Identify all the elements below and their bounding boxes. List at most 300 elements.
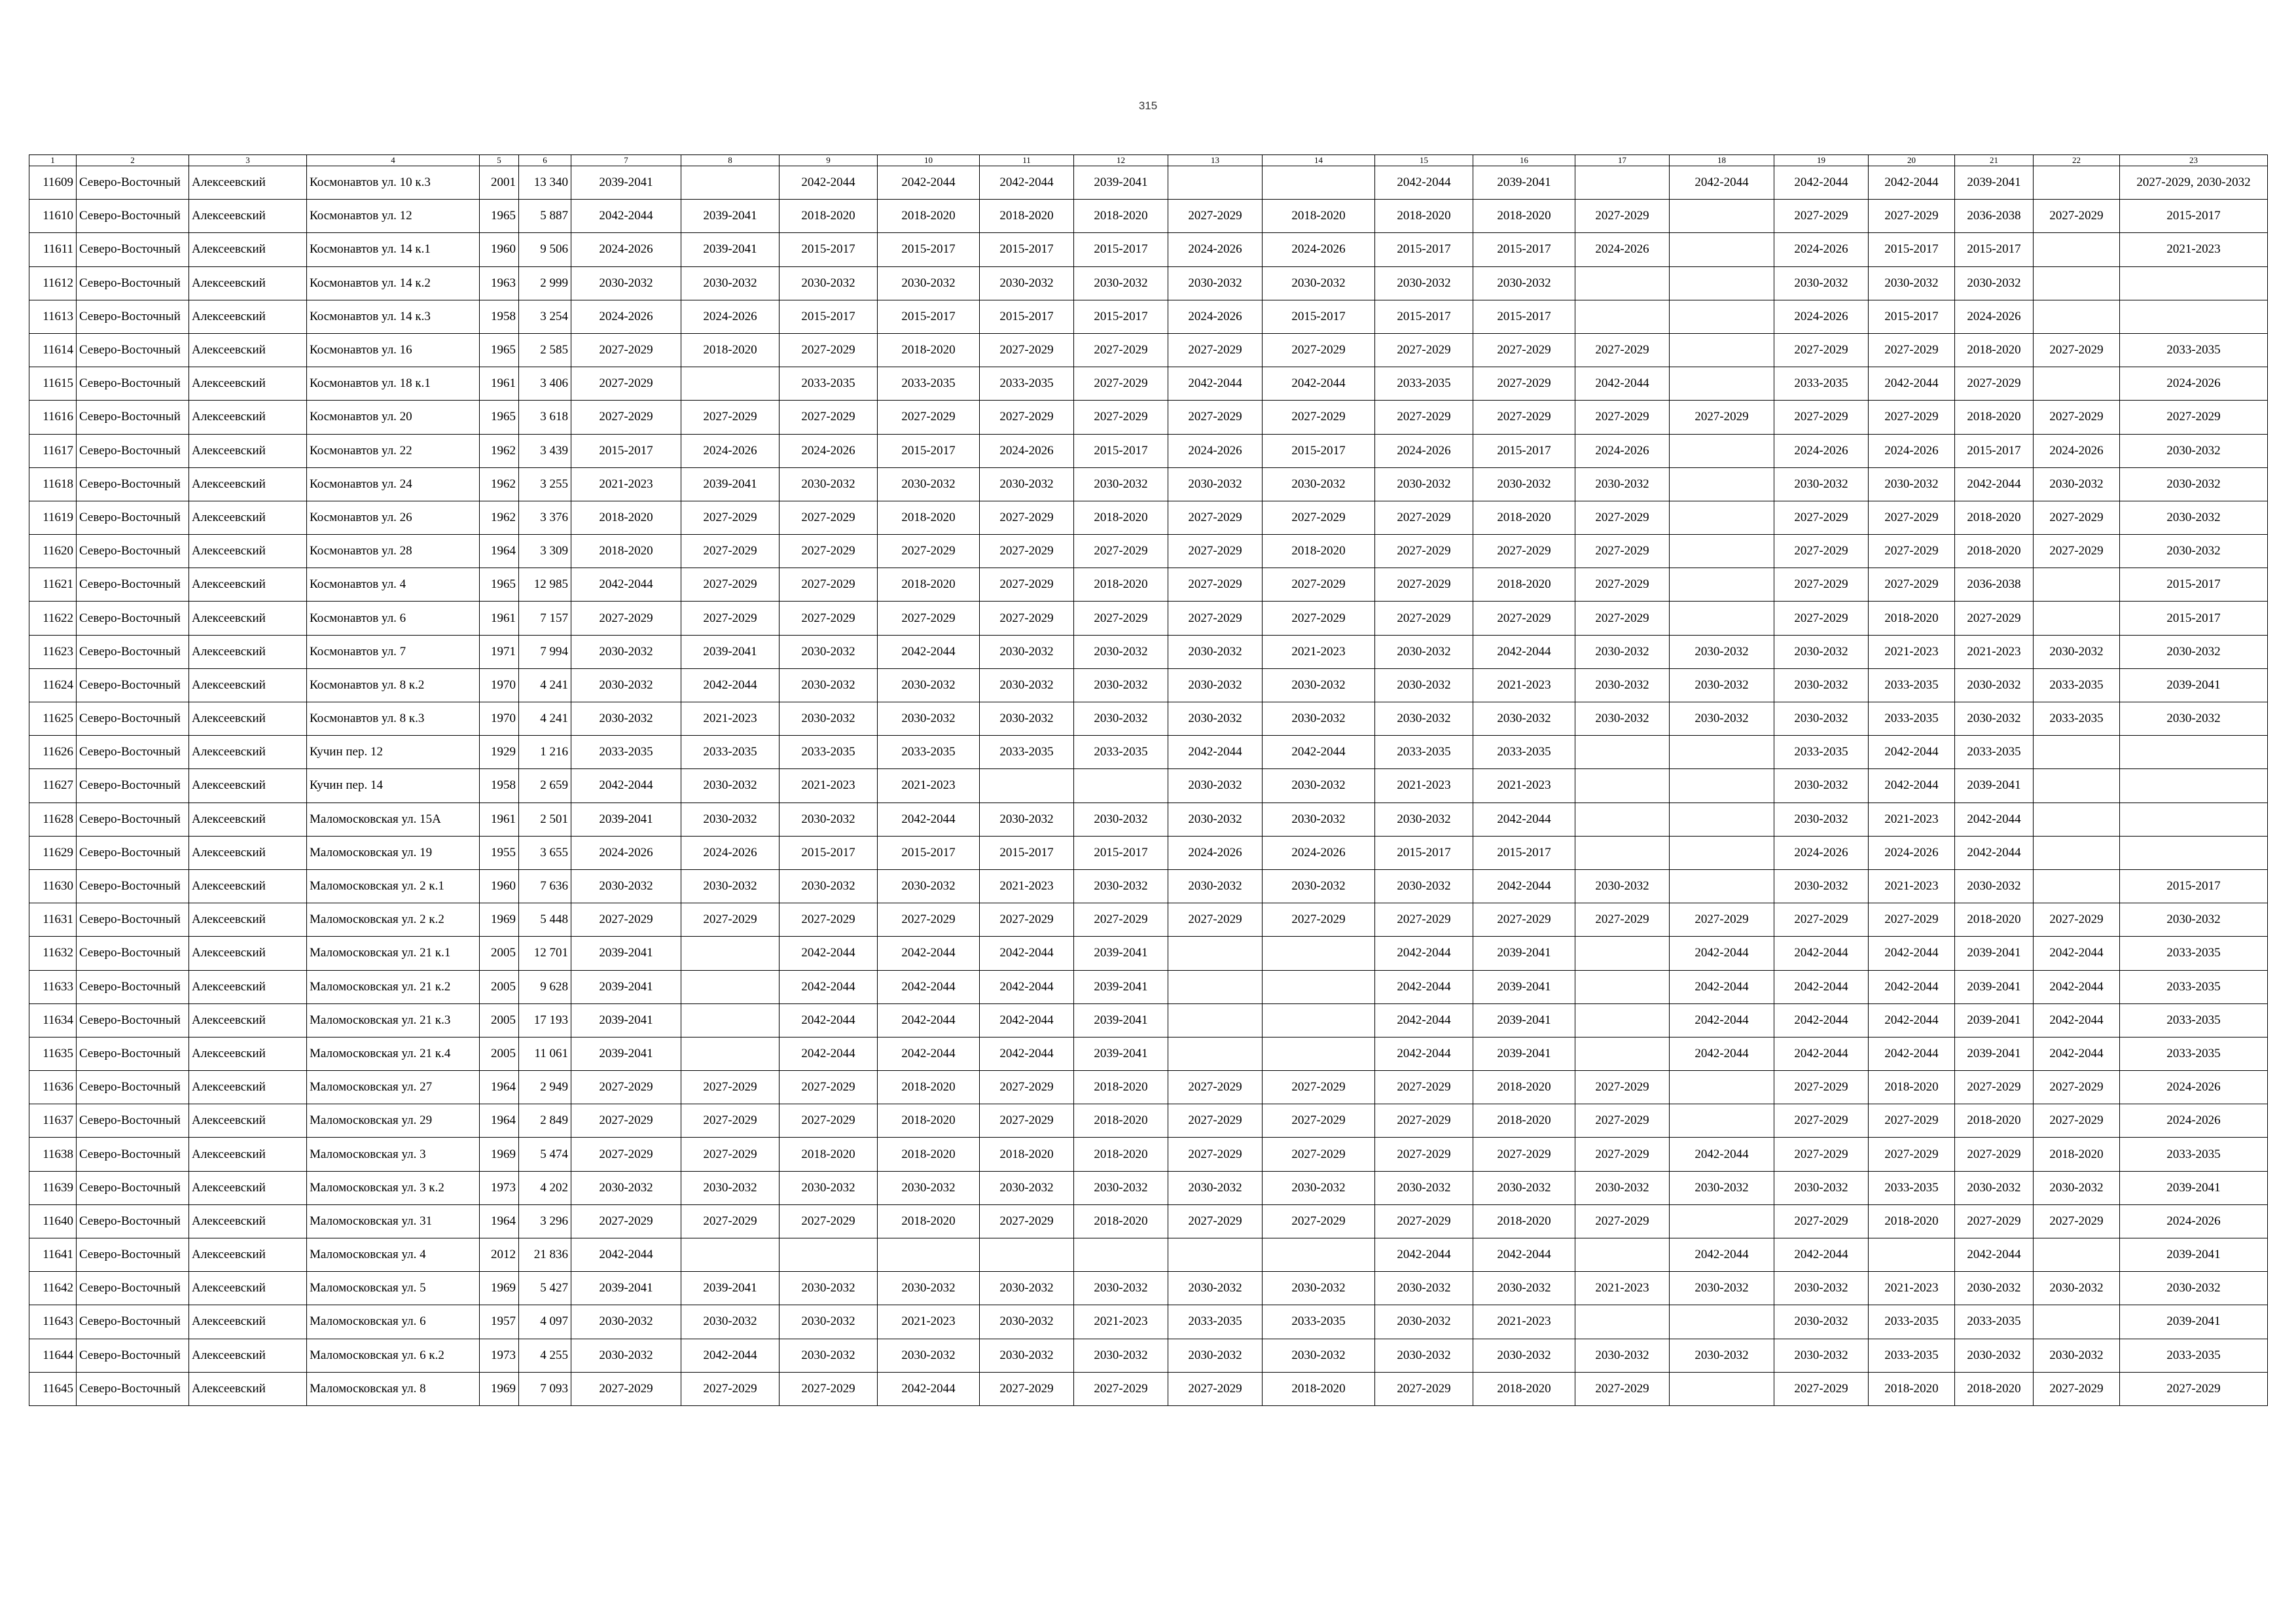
work-period-7-cell: 2039-2041 (571, 803, 681, 836)
table-row (29, 535, 2268, 568)
work-period-15-cell: 2027-2029 (1375, 501, 1473, 534)
work-period-8-cell: 2027-2029 (681, 501, 780, 534)
work-period-19-cell: 2042-2044 (1774, 937, 1869, 970)
table-row (29, 300, 2268, 333)
work-period-22-cell: 2030-2032 (2034, 1339, 2120, 1372)
work-period-22-cell: 2042-2044 (2034, 970, 2120, 1003)
work-period-19-cell: 2027-2029 (1774, 602, 1869, 635)
municipal-area-cell: Алексеевский (189, 333, 307, 367)
address-cell: Космонавтов ул. 18 к.1 (307, 367, 480, 401)
work-period-19-cell: 2027-2029 (1774, 401, 1869, 434)
work-period-9-cell: 2027-2029 (780, 1104, 878, 1138)
work-period-9-cell: 2015-2017 (780, 836, 878, 869)
work-period-20-cell: 2042-2044 (1869, 1037, 1955, 1070)
work-period-22-cell (2034, 233, 2120, 266)
work-period-21-cell: 2036-2038 (1955, 200, 2034, 233)
build-year-cell: 1973 (480, 1171, 519, 1204)
municipal-area-cell: Алексеевский (189, 300, 307, 333)
work-period-21-cell: 2018-2020 (1955, 1372, 2034, 1405)
work-period-22-cell (2034, 568, 2120, 602)
work-period-8-cell: 2027-2029 (681, 1138, 780, 1171)
work-period-7-cell: 2027-2029 (571, 1204, 681, 1238)
table-row (29, 836, 2268, 869)
work-period-8-cell (681, 367, 780, 401)
build-year-cell: 1965 (480, 568, 519, 602)
work-period-17-cell (1575, 266, 1670, 300)
area-cell: 2 659 (519, 769, 571, 803)
work-period-11-cell: 2030-2032 (980, 1305, 1074, 1339)
work-period-8-cell: 2030-2032 (681, 769, 780, 803)
work-period-21-cell: 2039-2041 (1955, 970, 2034, 1003)
area-cell: 13 340 (519, 166, 571, 200)
municipal-area-cell: Алексеевский (189, 1071, 307, 1104)
work-period-15-cell: 2030-2032 (1375, 635, 1473, 668)
work-period-22-cell (2034, 1238, 2120, 1272)
work-period-21-cell: 2033-2035 (1955, 736, 2034, 769)
work-period-16-cell: 2027-2029 (1473, 602, 1575, 635)
work-period-15-cell: 2021-2023 (1375, 769, 1473, 803)
work-period-15-cell: 2042-2044 (1375, 1238, 1473, 1272)
work-period-7-cell: 2027-2029 (571, 401, 681, 434)
record-number-cell: 11636 (29, 1071, 77, 1104)
work-period-22-cell: 2018-2020 (2034, 1138, 2120, 1171)
work-period-22-cell (2034, 1305, 2120, 1339)
build-year-cell: 1969 (480, 903, 519, 937)
work-period-17-cell (1575, 300, 1670, 333)
work-period-12-cell: 2030-2032 (1074, 1339, 1168, 1372)
work-period-19-cell: 2030-2032 (1774, 869, 1869, 903)
work-period-12-cell: 2018-2020 (1074, 1204, 1168, 1238)
work-period-13-cell: 2042-2044 (1168, 736, 1263, 769)
work-period-13-cell: 2030-2032 (1168, 769, 1263, 803)
district-cell: Северо-Восточный (77, 467, 189, 501)
column-header-18: 18 (1670, 155, 1774, 166)
housing-repair-schedule-table (29, 154, 2268, 1406)
municipal-area-cell: Алексеевский (189, 803, 307, 836)
work-period-7-cell: 2042-2044 (571, 1238, 681, 1272)
work-period-15-cell: 2030-2032 (1375, 467, 1473, 501)
work-period-9-cell: 2027-2029 (780, 535, 878, 568)
address-cell: Космонавтов ул. 8 к.3 (307, 702, 480, 736)
area-cell: 5 448 (519, 903, 571, 937)
table-row (29, 803, 2268, 836)
district-cell: Северо-Восточный (77, 970, 189, 1003)
work-period-9-cell: 2015-2017 (780, 300, 878, 333)
work-period-10-cell: 2021-2023 (878, 1305, 980, 1339)
work-period-14-cell: 2030-2032 (1263, 266, 1375, 300)
address-cell: Маломосковская ул. 21 к.2 (307, 970, 480, 1003)
district-cell: Северо-Восточный (77, 769, 189, 803)
area-cell: 11 061 (519, 1037, 571, 1070)
work-period-16-cell: 2015-2017 (1473, 233, 1575, 266)
district-cell: Северо-Восточный (77, 1104, 189, 1138)
work-period-23-cell: 2039-2041 (2120, 1171, 2268, 1204)
district-cell: Северо-Восточный (77, 434, 189, 467)
work-period-11-cell: 2042-2044 (980, 1037, 1074, 1070)
work-period-8-cell: 2024-2026 (681, 836, 780, 869)
work-period-21-cell: 2018-2020 (1955, 333, 2034, 367)
build-year-cell: 1969 (480, 1138, 519, 1171)
work-period-15-cell: 2030-2032 (1375, 1305, 1473, 1339)
municipal-area-cell: Алексеевский (189, 1171, 307, 1204)
table-row (29, 1204, 2268, 1238)
work-period-16-cell: 2030-2032 (1473, 266, 1575, 300)
address-cell: Космонавтов ул. 26 (307, 501, 480, 534)
district-cell: Северо-Восточный (77, 869, 189, 903)
build-year-cell: 1957 (480, 1305, 519, 1339)
work-period-8-cell (681, 970, 780, 1003)
record-number-cell: 11629 (29, 836, 77, 869)
work-period-19-cell: 2024-2026 (1774, 836, 1869, 869)
work-period-9-cell: 2030-2032 (780, 803, 878, 836)
area-cell: 2 849 (519, 1104, 571, 1138)
address-cell: Маломосковская ул. 27 (307, 1071, 480, 1104)
work-period-13-cell: 2027-2029 (1168, 535, 1263, 568)
work-period-18-cell: 2030-2032 (1670, 1272, 1774, 1305)
work-period-23-cell: 2030-2032 (2120, 1272, 2268, 1305)
address-cell: Маломосковская ул. 21 к.1 (307, 937, 480, 970)
district-cell: Северо-Восточный (77, 200, 189, 233)
table-row (29, 937, 2268, 970)
address-cell: Маломосковская ул. 21 к.3 (307, 1003, 480, 1037)
address-cell: Космонавтов ул. 4 (307, 568, 480, 602)
work-period-22-cell (2034, 803, 2120, 836)
work-period-8-cell: 2021-2023 (681, 702, 780, 736)
work-period-8-cell: 2042-2044 (681, 668, 780, 702)
address-cell: Космонавтов ул. 16 (307, 333, 480, 367)
district-cell: Северо-Восточный (77, 1171, 189, 1204)
work-period-15-cell: 2042-2044 (1375, 970, 1473, 1003)
work-period-19-cell: 2042-2044 (1774, 166, 1869, 200)
work-period-16-cell: 2039-2041 (1473, 1003, 1575, 1037)
work-period-19-cell: 2027-2029 (1774, 535, 1869, 568)
column-header-9: 9 (780, 155, 878, 166)
work-period-13-cell: 2030-2032 (1168, 803, 1263, 836)
district-cell: Северо-Восточный (77, 602, 189, 635)
address-cell: Космонавтов ул. 20 (307, 401, 480, 434)
work-period-9-cell: 2030-2032 (780, 635, 878, 668)
work-period-20-cell: 2030-2032 (1869, 266, 1955, 300)
work-period-10-cell (878, 1238, 980, 1272)
district-cell: Северо-Восточный (77, 1238, 189, 1272)
work-period-11-cell: 2024-2026 (980, 434, 1074, 467)
work-period-21-cell: 2030-2032 (1955, 1171, 2034, 1204)
work-period-22-cell: 2030-2032 (2034, 635, 2120, 668)
work-period-17-cell (1575, 803, 1670, 836)
work-period-17-cell: 2027-2029 (1575, 1372, 1670, 1405)
area-cell: 3 618 (519, 401, 571, 434)
build-year-cell: 1973 (480, 1339, 519, 1372)
municipal-area-cell: Алексеевский (189, 1372, 307, 1405)
work-period-10-cell: 2030-2032 (878, 266, 980, 300)
work-period-13-cell: 2030-2032 (1168, 869, 1263, 903)
work-period-10-cell: 2030-2032 (878, 702, 980, 736)
work-period-16-cell: 2042-2044 (1473, 635, 1575, 668)
work-period-18-cell (1670, 333, 1774, 367)
record-number-cell: 11615 (29, 367, 77, 401)
work-period-23-cell: 2030-2032 (2120, 434, 2268, 467)
work-period-20-cell: 2021-2023 (1869, 869, 1955, 903)
district-cell: Северо-Восточный (77, 702, 189, 736)
table-row (29, 200, 2268, 233)
record-number-cell: 11609 (29, 166, 77, 200)
work-period-22-cell (2034, 166, 2120, 200)
work-period-17-cell (1575, 1305, 1670, 1339)
work-period-13-cell: 2030-2032 (1168, 1171, 1263, 1204)
record-number-cell: 11610 (29, 200, 77, 233)
column-header-15: 15 (1375, 155, 1473, 166)
work-period-22-cell: 2027-2029 (2034, 1071, 2120, 1104)
district-cell: Северо-Восточный (77, 1339, 189, 1372)
build-year-cell: 1964 (480, 535, 519, 568)
work-period-8-cell: 2027-2029 (681, 1071, 780, 1104)
table-row (29, 333, 2268, 367)
work-period-14-cell: 2027-2029 (1263, 401, 1375, 434)
address-cell: Маломосковская ул. 6 к.2 (307, 1339, 480, 1372)
work-period-9-cell: 2021-2023 (780, 769, 878, 803)
district-cell: Северо-Восточный (77, 635, 189, 668)
work-period-16-cell: 2018-2020 (1473, 1104, 1575, 1138)
work-period-14-cell (1263, 166, 1375, 200)
build-year-cell: 1961 (480, 602, 519, 635)
table-row (29, 1138, 2268, 1171)
work-period-22-cell: 2030-2032 (2034, 467, 2120, 501)
work-period-16-cell: 2039-2041 (1473, 937, 1575, 970)
work-period-18-cell (1670, 434, 1774, 467)
build-year-cell: 2012 (480, 1238, 519, 1272)
work-period-7-cell: 2030-2032 (571, 635, 681, 668)
work-period-23-cell: 2033-2035 (2120, 1037, 2268, 1070)
work-period-7-cell: 2039-2041 (571, 166, 681, 200)
work-period-12-cell: 2027-2029 (1074, 602, 1168, 635)
work-period-7-cell: 2024-2026 (571, 300, 681, 333)
record-number-cell: 11618 (29, 467, 77, 501)
work-period-23-cell: 2024-2026 (2120, 1104, 2268, 1138)
area-cell: 3 309 (519, 535, 571, 568)
work-period-22-cell (2034, 602, 2120, 635)
work-period-10-cell: 2030-2032 (878, 467, 980, 501)
work-period-18-cell (1670, 367, 1774, 401)
work-period-14-cell: 2030-2032 (1263, 1171, 1375, 1204)
municipal-area-cell: Алексеевский (189, 602, 307, 635)
work-period-16-cell: 2030-2032 (1473, 1171, 1575, 1204)
work-period-20-cell: 2027-2029 (1869, 1104, 1955, 1138)
work-period-9-cell: 2027-2029 (780, 501, 878, 534)
work-period-18-cell (1670, 568, 1774, 602)
work-period-12-cell: 2033-2035 (1074, 736, 1168, 769)
work-period-8-cell: 2030-2032 (681, 1305, 780, 1339)
work-period-18-cell (1670, 602, 1774, 635)
work-period-13-cell: 2027-2029 (1168, 602, 1263, 635)
work-period-20-cell: 2042-2044 (1869, 166, 1955, 200)
work-period-22-cell: 2027-2029 (2034, 1204, 2120, 1238)
work-period-22-cell: 2027-2029 (2034, 501, 2120, 534)
record-number-cell: 11637 (29, 1104, 77, 1138)
work-period-19-cell: 2042-2044 (1774, 1238, 1869, 1272)
address-cell: Космонавтов ул. 22 (307, 434, 480, 467)
work-period-21-cell: 2039-2041 (1955, 937, 2034, 970)
work-period-11-cell: 2042-2044 (980, 1003, 1074, 1037)
work-period-12-cell: 2015-2017 (1074, 434, 1168, 467)
work-period-19-cell: 2042-2044 (1774, 1003, 1869, 1037)
work-period-8-cell (681, 1037, 780, 1070)
record-number-cell: 11632 (29, 937, 77, 970)
work-period-20-cell: 2027-2029 (1869, 1138, 1955, 1171)
build-year-cell: 1962 (480, 434, 519, 467)
work-period-19-cell: 2027-2029 (1774, 200, 1869, 233)
work-period-19-cell: 2027-2029 (1774, 1204, 1869, 1238)
work-period-14-cell: 2027-2029 (1263, 1204, 1375, 1238)
work-period-17-cell: 2030-2032 (1575, 1339, 1670, 1372)
work-period-14-cell: 2042-2044 (1263, 736, 1375, 769)
work-period-12-cell: 2039-2041 (1074, 1003, 1168, 1037)
work-period-14-cell: 2027-2029 (1263, 602, 1375, 635)
work-period-11-cell (980, 1238, 1074, 1272)
work-period-17-cell: 2030-2032 (1575, 668, 1670, 702)
build-year-cell: 1969 (480, 1372, 519, 1405)
work-period-9-cell: 2027-2029 (780, 1372, 878, 1405)
work-period-9-cell: 2027-2029 (780, 1204, 878, 1238)
work-period-13-cell: 2027-2029 (1168, 333, 1263, 367)
work-period-9-cell: 2030-2032 (780, 702, 878, 736)
work-period-20-cell: 2027-2029 (1869, 568, 1955, 602)
work-period-16-cell: 2018-2020 (1473, 568, 1575, 602)
work-period-18-cell: 2042-2044 (1670, 970, 1774, 1003)
work-period-7-cell: 2024-2026 (571, 836, 681, 869)
work-period-9-cell: 2027-2029 (780, 602, 878, 635)
municipal-area-cell: Алексеевский (189, 434, 307, 467)
record-number-cell: 11627 (29, 769, 77, 803)
municipal-area-cell: Алексеевский (189, 1037, 307, 1070)
municipal-area-cell: Алексеевский (189, 1305, 307, 1339)
work-period-14-cell: 2027-2029 (1263, 501, 1375, 534)
district-cell: Северо-Восточный (77, 1272, 189, 1305)
work-period-11-cell: 2042-2044 (980, 937, 1074, 970)
work-period-16-cell: 2021-2023 (1473, 1305, 1575, 1339)
work-period-21-cell: 2042-2044 (1955, 803, 2034, 836)
work-period-12-cell: 2030-2032 (1074, 668, 1168, 702)
work-period-19-cell: 2027-2029 (1774, 903, 1869, 937)
table-row (29, 769, 2268, 803)
area-cell: 12 985 (519, 568, 571, 602)
work-period-20-cell: 2018-2020 (1869, 602, 1955, 635)
work-period-12-cell: 2030-2032 (1074, 1171, 1168, 1204)
work-period-12-cell (1074, 1238, 1168, 1272)
work-period-16-cell: 2030-2032 (1473, 1272, 1575, 1305)
table-row (29, 568, 2268, 602)
work-period-18-cell (1670, 266, 1774, 300)
work-period-18-cell: 2027-2029 (1670, 401, 1774, 434)
work-period-20-cell: 2033-2035 (1869, 702, 1955, 736)
work-period-16-cell: 2039-2041 (1473, 1037, 1575, 1070)
work-period-16-cell: 2042-2044 (1473, 1238, 1575, 1272)
record-number-cell: 11622 (29, 602, 77, 635)
district-cell: Северо-Восточный (77, 803, 189, 836)
work-period-14-cell: 2030-2032 (1263, 467, 1375, 501)
work-period-16-cell: 2018-2020 (1473, 1372, 1575, 1405)
address-cell: Маломосковская ул. 2 к.1 (307, 869, 480, 903)
work-period-15-cell: 2027-2029 (1375, 1104, 1473, 1138)
work-period-20-cell: 2027-2029 (1869, 535, 1955, 568)
record-number-cell: 11633 (29, 970, 77, 1003)
table-row (29, 1104, 2268, 1138)
work-period-16-cell: 2030-2032 (1473, 1339, 1575, 1372)
work-period-12-cell: 2039-2041 (1074, 970, 1168, 1003)
work-period-10-cell: 2042-2044 (878, 937, 980, 970)
work-period-21-cell: 2018-2020 (1955, 1104, 2034, 1138)
work-period-14-cell: 2021-2023 (1263, 635, 1375, 668)
work-period-9-cell: 2027-2029 (780, 903, 878, 937)
work-period-7-cell: 2030-2032 (571, 1305, 681, 1339)
record-number-cell: 11611 (29, 233, 77, 266)
column-header-7: 7 (571, 155, 681, 166)
work-period-13-cell: 2027-2029 (1168, 568, 1263, 602)
table-row (29, 1171, 2268, 1204)
area-cell: 4 241 (519, 702, 571, 736)
work-period-10-cell: 2018-2020 (878, 501, 980, 534)
work-period-15-cell: 2027-2029 (1375, 1071, 1473, 1104)
work-period-23-cell: 2015-2017 (2120, 568, 2268, 602)
work-period-7-cell: 2030-2032 (571, 1171, 681, 1204)
municipal-area-cell: Алексеевский (189, 266, 307, 300)
work-period-16-cell: 2027-2029 (1473, 333, 1575, 367)
work-period-14-cell: 2027-2029 (1263, 1071, 1375, 1104)
work-period-20-cell: 2024-2026 (1869, 434, 1955, 467)
work-period-23-cell: 2030-2032 (2120, 903, 2268, 937)
work-period-22-cell (2034, 367, 2120, 401)
record-number-cell: 11619 (29, 501, 77, 534)
work-period-17-cell: 2024-2026 (1575, 434, 1670, 467)
work-period-17-cell: 2030-2032 (1575, 467, 1670, 501)
work-period-10-cell: 2042-2044 (878, 166, 980, 200)
record-number-cell: 11630 (29, 869, 77, 903)
build-year-cell: 1929 (480, 736, 519, 769)
work-period-11-cell: 2027-2029 (980, 333, 1074, 367)
work-period-23-cell (2120, 836, 2268, 869)
work-period-12-cell: 2030-2032 (1074, 635, 1168, 668)
work-period-14-cell: 2030-2032 (1263, 769, 1375, 803)
work-period-9-cell: 2033-2035 (780, 367, 878, 401)
column-header-16: 16 (1473, 155, 1575, 166)
work-period-9-cell: 2030-2032 (780, 1305, 878, 1339)
work-period-10-cell: 2033-2035 (878, 367, 980, 401)
area-cell: 3 254 (519, 300, 571, 333)
work-period-13-cell: 2027-2029 (1168, 903, 1263, 937)
work-period-19-cell: 2030-2032 (1774, 1171, 1869, 1204)
work-period-21-cell: 2021-2023 (1955, 635, 2034, 668)
work-period-19-cell: 2027-2029 (1774, 501, 1869, 534)
work-period-13-cell: 2027-2029 (1168, 1104, 1263, 1138)
work-period-14-cell: 2024-2026 (1263, 233, 1375, 266)
work-period-15-cell: 2033-2035 (1375, 736, 1473, 769)
municipal-area-cell: Алексеевский (189, 233, 307, 266)
work-period-12-cell: 2030-2032 (1074, 803, 1168, 836)
work-period-22-cell: 2027-2029 (2034, 401, 2120, 434)
area-cell: 12 701 (519, 937, 571, 970)
page-number: 315 (1138, 99, 1158, 112)
work-period-14-cell: 2033-2035 (1263, 1305, 1375, 1339)
area-cell: 7 093 (519, 1372, 571, 1405)
address-cell: Маломосковская ул. 31 (307, 1204, 480, 1238)
address-cell: Маломосковская ул. 3 (307, 1138, 480, 1171)
work-period-13-cell: 2030-2032 (1168, 1272, 1263, 1305)
work-period-21-cell: 2024-2026 (1955, 300, 2034, 333)
work-period-7-cell: 2024-2026 (571, 233, 681, 266)
municipal-area-cell: Алексеевский (189, 1272, 307, 1305)
work-period-17-cell (1575, 970, 1670, 1003)
work-period-14-cell (1263, 1003, 1375, 1037)
work-period-15-cell: 2042-2044 (1375, 166, 1473, 200)
